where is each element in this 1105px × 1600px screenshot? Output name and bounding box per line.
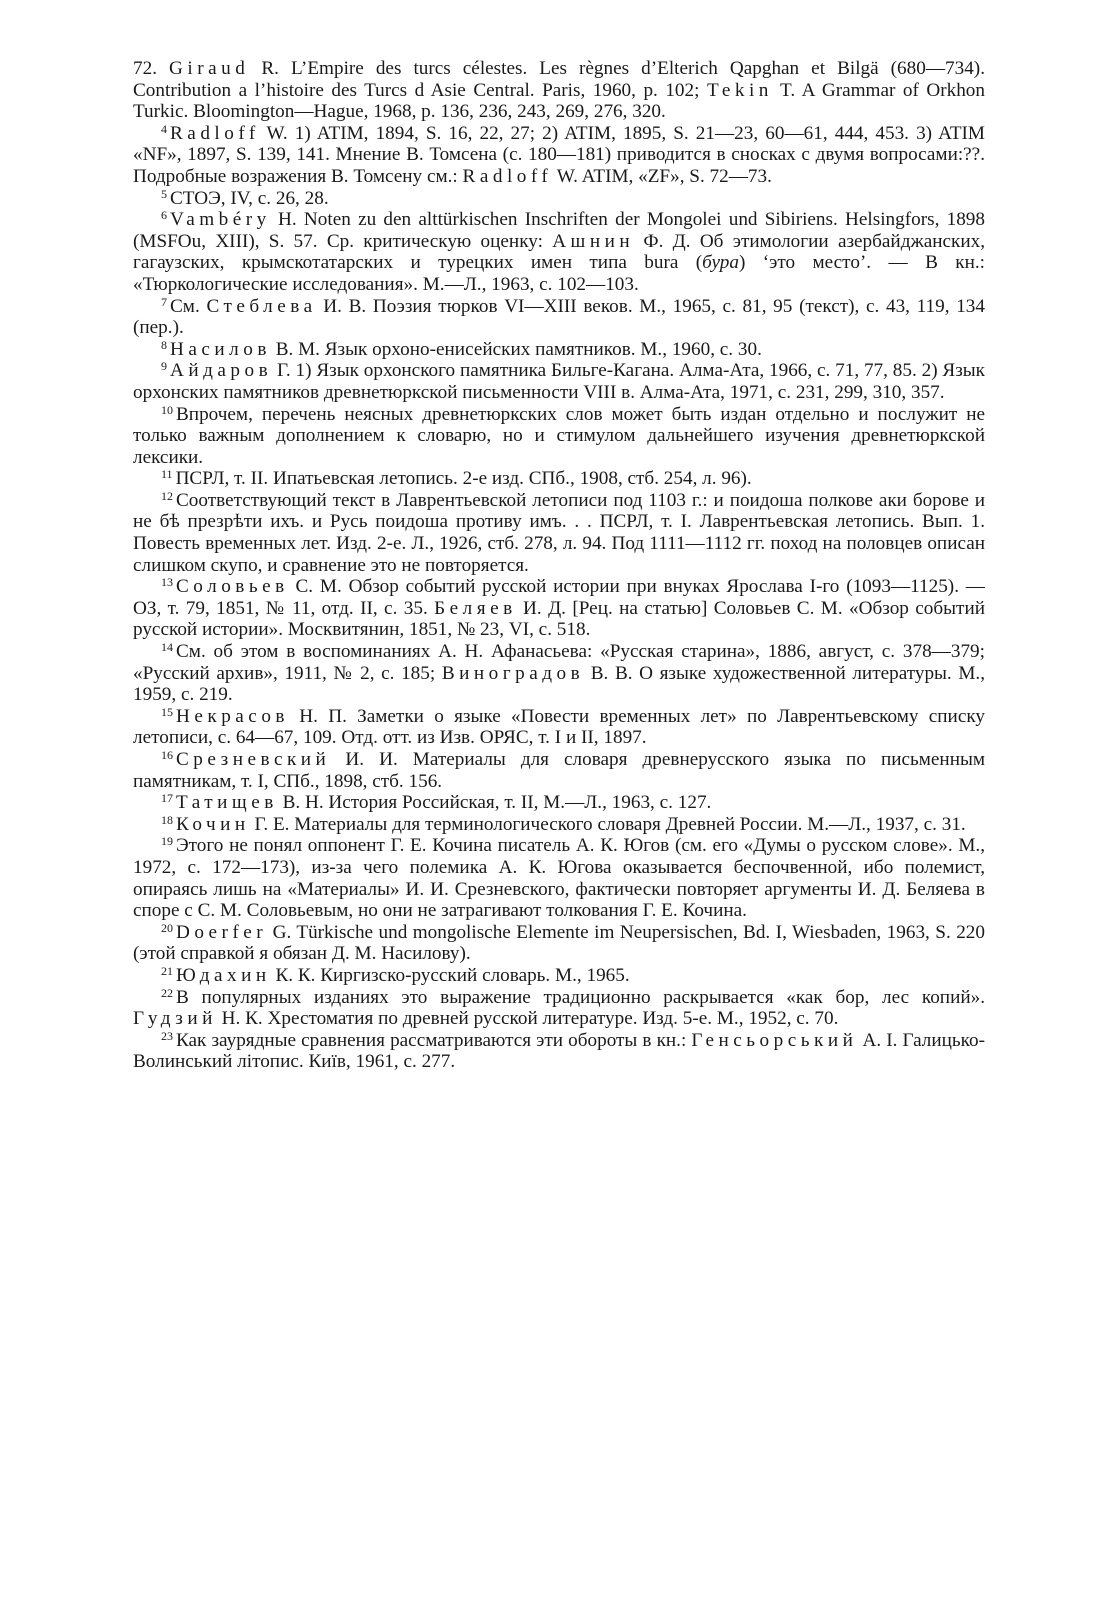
footnote-text: Г. Е. Материалы для терминологического словаря Древней России. М.—Л., 1937, с. 31. <box>249 813 966 835</box>
footnote-number: 8 <box>161 337 167 352</box>
footnote-text: Ф. Д. Об этимологии азербайджанских, гагаузских, крымскотатарских и турецких имен типа bura ( <box>133 230 985 274</box>
footnote-text: 72. <box>133 58 170 79</box>
footnote-text: Как заурядные сравнения рассматриваются эти обороты в кн.: <box>176 1029 692 1051</box>
footnote-text: Г. 1) Язык орхонского памятника Бильге-Кагана. Алма-Ата, 1966, с. 71, 77, 85. 2) Язык орхонских памятников древнетюркской письменности VIII в. Алма-Ата, 1971, с. 231, 299, 310, 357. <box>133 360 985 403</box>
footnote-number: 5 <box>161 186 167 201</box>
footnote <box>133 922 985 965</box>
author-name: Стеблева <box>206 295 317 317</box>
footnote-number: 13 <box>161 575 173 590</box>
footnote <box>133 209 985 295</box>
author-name: Giraud <box>169 58 250 79</box>
footnote-number: 12 <box>161 488 173 503</box>
author-name: Vambéry <box>170 209 271 231</box>
author-name: Radloff <box>462 165 553 187</box>
author-name: Doerfer <box>176 921 268 943</box>
footnote-text: Соответствующий текст в Лаврентьевской летописи под 1103 г.: и поидоша полкове аки борове и не бѣ презрѣти ихъ. и Русь поидоша противу имъ. . . ПСРЛ, т. I. Лаврентьевская летопись. Вып. 1. Повесть временных лет. Изд. 2-е. Л., 1926, стб. 278, л. 94. Под 1111—1112 гг. поход на половцев описан слишком скупо, и сравнение это не повторяется. <box>133 489 985 576</box>
author-name: Срезневский <box>176 749 331 770</box>
footnote <box>133 490 985 576</box>
footnote <box>133 835 985 921</box>
author-name: Татищев <box>176 792 278 814</box>
footnote-number: 15 <box>161 704 173 719</box>
footnote-number: 16 <box>161 748 173 762</box>
footnotes-page <box>133 58 985 1073</box>
footnote-text: Впрочем, перечень неясных древнетюркских слов может быть издан отдельно и послужит не только важным дополнением к словарю, но и стимулом дальнейшего изучения древнетюркской лексики. <box>133 403 985 468</box>
footnote-text: В популярных изданиях это выражение традиционно раскрывается «как бор, лес копий». <box>176 986 985 1008</box>
footnote-text: T. A Grammar of Orkhon Turkic. Bloomington—Hague, 1968, p. 136, 236, 243, 269, 276, 320. <box>133 79 985 123</box>
footnote-text: H. Noten zu den alttürkischen Inschriften der Mongolei und Sibiriens. Helsingfors, 1898 (MSFOu, XIII), S. 57. Ср. критическую оценку: <box>133 209 985 252</box>
footnote <box>133 468 985 490</box>
footnote-number: 14 <box>161 640 173 655</box>
footnote-number: 18 <box>161 812 173 827</box>
footnote-number: 4 <box>161 121 167 136</box>
footnote-number: 22 <box>161 985 173 1000</box>
footnote-number: 19 <box>161 834 173 849</box>
footnote-text: И. В. Поэзия тюрков VI—XIII веков. М., 1965, с. 81, 95 (текст), с. 43, 119, 134 (пер.). <box>133 295 985 339</box>
author-name: Некрасов <box>176 705 289 727</box>
footnote-number: 6 <box>161 208 167 223</box>
footnote <box>133 987 985 1030</box>
footnote-text: W. 1) ATIM, 1894, S. 16, 22, 27; 2) ATIM, 1895, S. 21—23, 60—61, 444, 453. 3) ATIM «NF», 1897, S. 139, 141. Мнение В. Томсена (с. 180—181) приводится в сносках с двумя вопросами:??. Подробные возражения В. Томсену см.: <box>133 122 985 187</box>
footnote-number: 21 <box>161 963 173 978</box>
footnote <box>133 749 985 792</box>
footnote-number: 11 <box>161 467 173 482</box>
footnote-text: G. Türkische und mongolische Elemente im Neupersischen, Bd. I, Wiesbaden, 1963, S. 220 (этой справкой я обязан Д. М. Насилову). <box>133 921 985 965</box>
footnote-number: 20 <box>161 920 173 935</box>
footnote <box>133 965 985 987</box>
footnote-text: Этого не понял оппонент Г. Е. Кочина писатель А. К. Югов (см. его «Думы о русском слове». М., 1972, с. 172—173), из-за чего полемика А. К. Югова оказывается беспочвенной, ибо полемист, опираясь лишь на «Материалы» И. И. Срезневского, фактически повторяет аргументы И. Д. Беляева в споре с С. М. Соловьевым, но они не затрагивают толкования Г. Е. Кочина. <box>133 835 985 922</box>
footnote <box>133 360 985 403</box>
footnote-text: В. М. Язык орхоно-енисейских памятников. М., 1960, с. 30. <box>270 338 762 360</box>
footnote-text: См. <box>170 295 207 317</box>
author-name: Айдаров <box>170 360 273 382</box>
footnote <box>133 641 985 706</box>
footnote-text: В. В. О языке художественной литературы. М., 1959, с. 219. <box>133 662 985 706</box>
footnote-text: бура <box>702 252 739 274</box>
author-name: Tekin <box>706 79 773 101</box>
footnote <box>133 576 985 641</box>
footnote-text: W. ATIM, «ZF», S. 72—73. <box>552 165 772 187</box>
footnote-text: А. І. Галицько-Волинський літопис. Київ, 1961, с. 277. <box>133 1029 985 1073</box>
footnote <box>133 339 985 361</box>
footnote-text: R. L’Empire des turcs célestes. Les règnes d’Elterich Qapghan et Bilgä (680—734). Contribution a l’histoire des Turcs d Asie Central. Paris, 1960, p. 102; <box>133 58 985 101</box>
author-name: Юдахин <box>176 964 271 986</box>
footnote-text: СТОЭ, IV, с. 26, 28. <box>170 187 329 209</box>
footnote-text: К. К. Киргизско-русский словарь. М., 1965. <box>270 964 630 986</box>
footnote-number: 17 <box>161 791 173 806</box>
footnote <box>133 123 985 188</box>
author-name: Виноградов <box>441 662 585 684</box>
footnote-text: ) ‘это место’. — В кн.: «Тюркологические исследования». М.—Л., 1963, с. 102—103. <box>133 252 985 295</box>
author-name: Гудзий <box>133 1008 217 1030</box>
footnote-text: С. М. Обзор событий русской истории при внуках Ярослава I-го (1093—1125). — ОЗ, т. 79, 1851, № 11, отд. II, с. 35. <box>133 576 985 619</box>
footnote-number: 23 <box>161 1028 173 1043</box>
footnote <box>133 296 985 339</box>
author-name: Соловьев <box>176 576 289 598</box>
footnote-text: Н. К. Хрестоматия по древней русской литературе. Изд. 5-е. М., 1952, с. 70. <box>216 1008 839 1030</box>
footnote <box>133 404 985 469</box>
author-name: Кочин <box>176 813 250 835</box>
footnote-text: И. И. Материалы для словаря древнерусского языка по письменным памятникам, т. I, СПб., 1898, стб. 156. <box>133 749 985 792</box>
footnote <box>133 188 985 210</box>
footnote <box>133 58 985 123</box>
footnote <box>133 1030 985 1073</box>
author-name: Radloff <box>170 122 260 144</box>
footnote-text: Н. П. Заметки о языке «Повести временных лет» по Лаврентьевскому списку летописи, с. 64—67, 109. Отд. отт. из Изв. ОРЯС, т. I и II, 1897. <box>133 705 985 749</box>
footnote-text: В. Н. История Российская, т. II, М.—Л., 1963, с. 127. <box>277 792 712 814</box>
footnote <box>133 706 985 749</box>
author-name: Генсьорський <box>691 1029 858 1051</box>
author-name: Насилов <box>170 338 271 360</box>
footnote <box>133 814 985 836</box>
footnote-number: 10 <box>161 402 173 417</box>
footnote-text: И. Д. [Рец. на статью] Соловьев С. М. «Обзор событий русской истории». Москвитянин, 1851, № 23, VI, с. 518. <box>133 597 985 641</box>
footnote-text: См. об этом в воспоминаниях А. Н. Афанасьева: «Русская старина», 1886, август, с. 378—379; «Русский архив», 1911, № 2, с. 185; <box>133 641 985 684</box>
author-name: Беляев <box>434 597 517 619</box>
footnote-number: 9 <box>161 359 167 374</box>
footnote-text: ПСРЛ, т. II. Ипатьевская летопись. 2-е изд. СПб., 1908, стб. 254, л. 96). <box>175 468 752 490</box>
footnote <box>133 792 985 814</box>
author-name: Ашнин <box>552 230 635 252</box>
footnote-number: 7 <box>161 294 167 309</box>
